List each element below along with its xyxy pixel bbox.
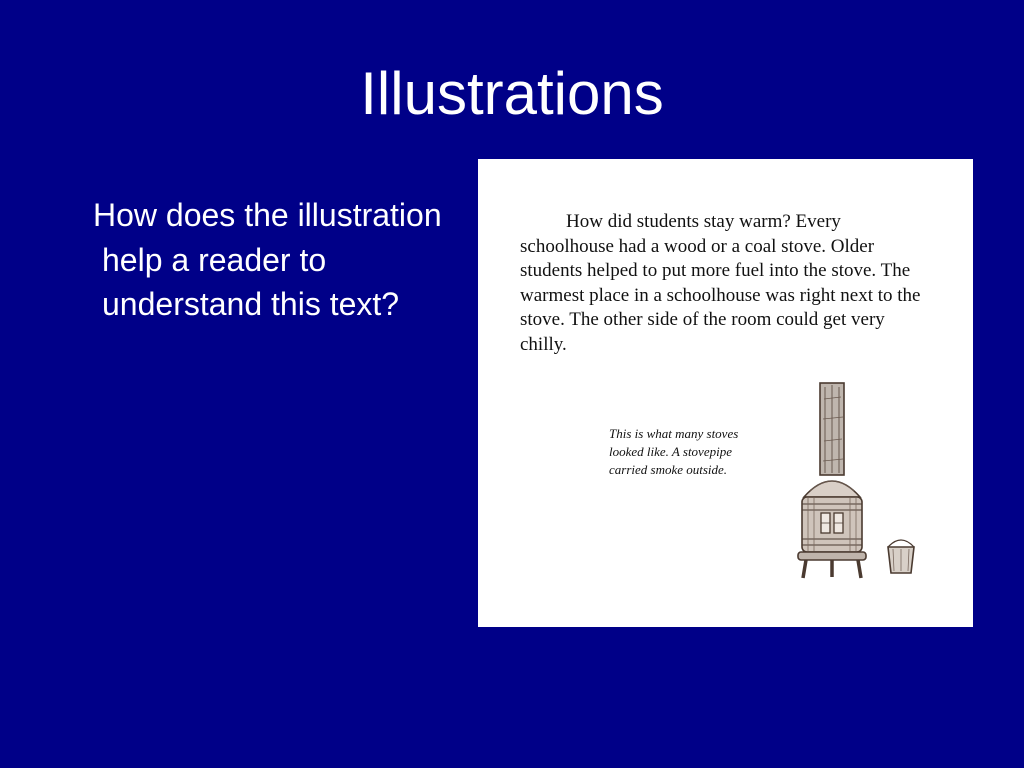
stove-base: [798, 552, 866, 560]
picture-panel: [478, 159, 973, 627]
slide-body-text: How does the illustration help a reader to understand this text?: [93, 197, 442, 322]
stove-legs: [803, 560, 861, 578]
passage-text: How did students stay warm? Every schoolhouse had a wood or a coal stove. Older students helped to put more fuel into the stove. The warmest place in a schoolhouse was right next to the stove. The other side of the room could get very chilly.: [520, 211, 921, 355]
illustration-caption: This is what many stoves looked like. A stovepipe carried smoke outside.: [609, 426, 739, 477]
stove-body: [802, 497, 862, 552]
slide-title: Illustrations: [360, 60, 664, 127]
wood-stove-icon: [788, 379, 938, 584]
